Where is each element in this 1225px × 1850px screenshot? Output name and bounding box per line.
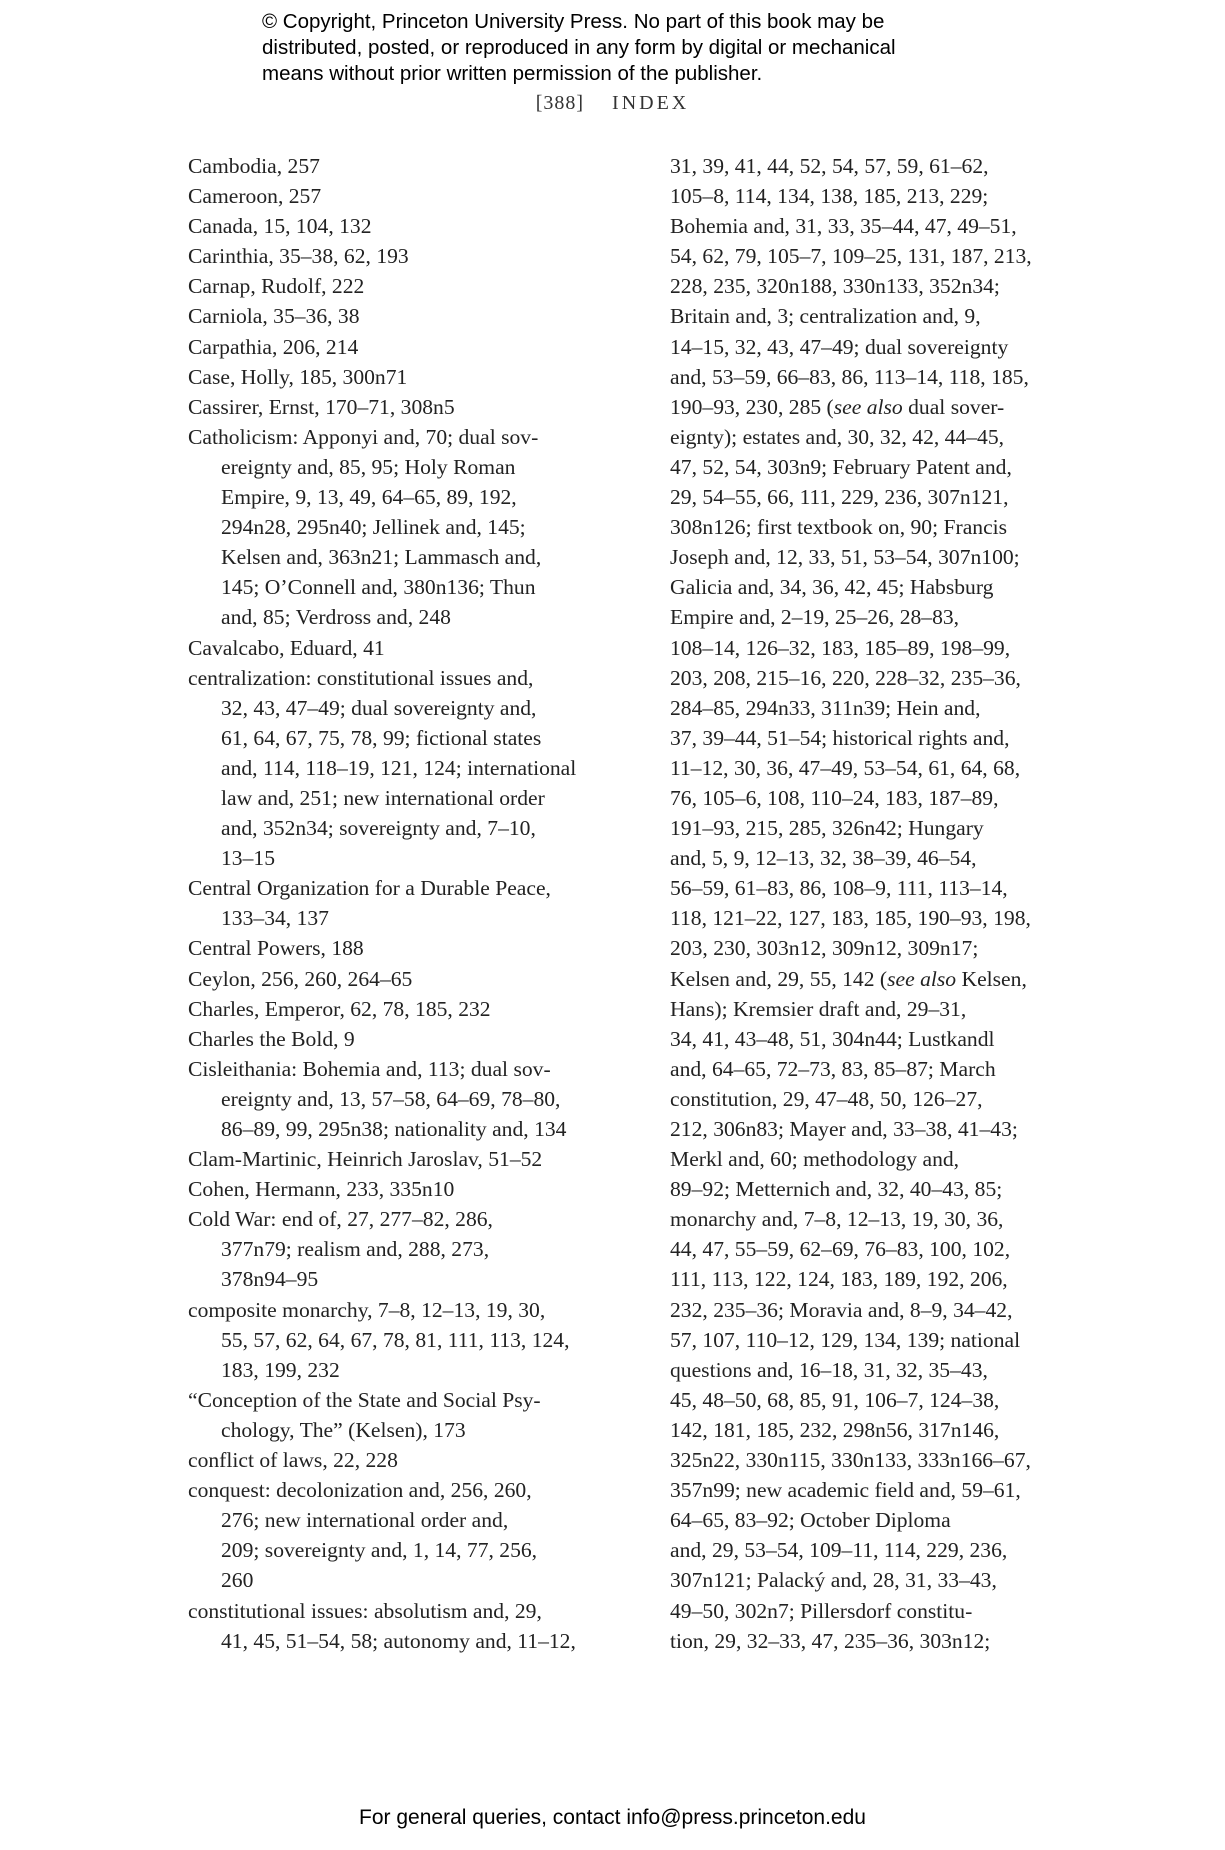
index-entry-line: Central Organization for a Durable Peace,: [188, 876, 551, 901]
index-entry-line: Carinthia, 35–38, 62, 193: [188, 244, 409, 269]
index-subentry-line: Empire and, 2–19, 25–26, 28–83,: [670, 605, 960, 630]
index-subentry-line: 108–14, 126–32, 183, 185–89, 198–99,: [670, 635, 1011, 660]
index-subentry-line: 34, 41, 43–48, 51, 304n44; Lustkandl: [670, 1026, 995, 1051]
index-entry-line: Central Powers, 188: [188, 936, 364, 961]
index-subentry-line: Kelsen and, 29, 55, 142 (see also Kelsen,: [670, 966, 1027, 991]
index-entry-line: composite monarchy, 7–8, 12–13, 19, 30,: [188, 1297, 546, 1322]
index-subentry-line: 183, 199, 232: [221, 1357, 340, 1382]
index-subentry-line: Hans); Kremsier draft and, 29–31,: [670, 996, 967, 1021]
index-subentry-line: 41, 45, 51–54, 58; autonomy and, 11–12,: [221, 1628, 576, 1653]
index-entry-line: Ceylon, 256, 260, 264–65: [188, 966, 413, 991]
index-subentry-line: 64–65, 83–92; October Diploma: [670, 1508, 951, 1533]
index-subentry-line: 49–50, 302n7; Pillersdorf constitu-: [670, 1598, 973, 1623]
copyright-line: © Copyright, Princeton University Press. No part of this book may be: [262, 10, 885, 33]
index-subentry-line: 232, 235–36; Moravia and, 8–9, 34–42,: [670, 1297, 1013, 1322]
index-subentry-line: questions and, 16–18, 31, 32, 35–43,: [670, 1357, 988, 1382]
index-subentry-line: 190–93, 230, 285 (see also dual sover-: [670, 394, 1005, 419]
index-subentry-line: 378n94–95: [221, 1267, 319, 1292]
see-also-reference: see also: [833, 394, 903, 419]
index-subentry-line: 32, 43, 47–49; dual sovereignty and,: [221, 695, 537, 720]
copyright-line: distributed, posted, or reproduced in any form by digital or mechanical: [262, 36, 896, 59]
index-subentry-line: 31, 39, 41, 44, 52, 54, 57, 59, 61–62,: [670, 154, 989, 178]
index-entry-line: centralization: constitutional issues and,: [188, 665, 534, 690]
index-entry-line: “Conception of the State and Social Psy-: [188, 1387, 541, 1412]
index-subentry-line: 37, 39–44, 51–54; historical rights and,: [670, 725, 1010, 750]
index-right-column: [670, 151, 1050, 1656]
index-subentry-line: 209; sovereignty and, 1, 14, 77, 256,: [221, 1538, 538, 1563]
index-subentry-line: and, 352n34; sovereignty and, 7–10,: [221, 816, 536, 841]
index-subentry-line: Kelsen and, 363n21; Lammasch and,: [221, 545, 542, 570]
copyright-notice: [262, 9, 1042, 87]
index-subentry-line: ereignty and, 13, 57–58, 64–69, 78–80,: [221, 1086, 561, 1111]
index-entry-line: conquest: decolonization and, 256, 260,: [188, 1478, 532, 1503]
index-entry-line: Catholicism: Apponyi and, 70; dual sov-: [188, 424, 539, 449]
footer-contact: For general queries, contact info@press.princeton.edu: [359, 1806, 866, 1829]
index-subentry-line: 118, 121–22, 127, 183, 185, 190–93, 198,: [670, 906, 1031, 931]
see-also-reference: see also: [887, 966, 957, 991]
index-subentry-line: 29, 54–55, 66, 111, 229, 236, 307n121,: [670, 485, 1009, 510]
page-number: [388]: [535, 92, 585, 114]
index-entry-line: Cisleithania: Bohemia and, 113; dual sov-: [188, 1056, 551, 1081]
index-subentry-line: Britain and, 3; centralization and, 9,: [670, 304, 981, 329]
index-subentry-line: 357n99; new academic field and, 59–61,: [670, 1478, 1021, 1503]
index-subentry-line: constitution, 29, 47–48, 50, 126–27,: [670, 1086, 983, 1111]
index-subentry-line: 76, 105–6, 108, 110–24, 183, 187–89,: [670, 785, 999, 810]
index-subentry-line: Joseph and, 12, 33, 51, 53–54, 307n100;: [670, 545, 1020, 570]
index-subentry-line: 13–15: [221, 846, 275, 871]
index-subentry-line: 212, 306n83; Mayer and, 33–38, 41–43;: [670, 1117, 1018, 1141]
index-subentry-line: 56–59, 61–83, 86, 108–9, 111, 113–14,: [670, 876, 1008, 901]
index-subentry-line: 45, 48–50, 68, 85, 91, 106–7, 124–38,: [670, 1387, 1000, 1412]
index-subentry-line: law and, 251; new international order: [221, 785, 545, 810]
index-entry-line: Carniola, 35–36, 38: [188, 304, 360, 329]
index-subentry-line: 54, 62, 79, 105–7, 109–25, 131, 187, 213,: [670, 244, 1032, 269]
index-subentry-line: 203, 208, 215–16, 220, 228–32, 235–36,: [670, 665, 1021, 690]
index-entry-line: Carnap, Rudolf, 222: [188, 274, 365, 299]
index-entry-line: Cambodia, 257: [188, 154, 320, 178]
index-subentry-line: Empire, 9, 13, 49, 64–65, 89, 192,: [221, 485, 517, 510]
index-subentry-line: Bohemia and, 31, 33, 35–44, 47, 49–51,: [670, 214, 1017, 239]
index-entry-line: Clam-Martinic, Heinrich Jaroslav, 51–52: [188, 1147, 543, 1172]
index-left-column: [188, 151, 598, 1656]
index-subentry-line: and, 114, 118–19, 121, 124; international: [221, 755, 577, 780]
index-subentry-line: 55, 57, 62, 64, 67, 78, 81, 111, 113, 124,: [221, 1327, 570, 1352]
index-subentry-line: chology, The” (Kelsen), 173: [221, 1417, 466, 1442]
index-subentry-line: 105–8, 114, 134, 138, 185, 213, 229;: [670, 184, 989, 209]
running-head: [0, 92, 1225, 115]
index-subentry-line: and, 64–65, 72–73, 83, 85–87; March: [670, 1056, 996, 1081]
index-subentry-line: 308n126; first textbook on, 90; Francis: [670, 515, 1008, 540]
index-subentry-line: ereignty and, 85, 95; Holy Roman: [221, 454, 516, 479]
index-subentry-line: 284–85, 294n33, 311n39; Hein and,: [670, 695, 981, 720]
index-entry-line: Charles, Emperor, 62, 78, 185, 232: [188, 996, 491, 1021]
index-entry-line: constitutional issues: absolutism and, 29,: [188, 1598, 542, 1623]
index-subentry-line: Galicia and, 34, 36, 42, 45; Habsburg: [670, 575, 994, 600]
index-entry-line: Cassirer, Ernst, 170–71, 308n5: [188, 394, 455, 419]
index-subentry-line: and, 29, 53–54, 109–11, 114, 229, 236,: [670, 1538, 1008, 1563]
index-subentry-line: 47, 52, 54, 303n9; February Patent and,: [670, 454, 1012, 479]
index-entry-line: Cameroon, 257: [188, 184, 322, 209]
index-entry-line: conflict of laws, 22, 228: [188, 1448, 398, 1473]
index-subentry-line: and, 85; Verdross and, 248: [221, 605, 451, 630]
index-entry-line: Charles the Bold, 9: [188, 1026, 355, 1051]
index-subentry-line: 294n28, 295n40; Jellinek and, 145;: [221, 515, 526, 540]
index-subentry-line: 89–92; Metternich and, 32, 40–43, 85;: [670, 1177, 1003, 1202]
index-entry-line: Carpathia, 206, 214: [188, 334, 359, 359]
index-subentry-line: and, 5, 9, 12–13, 32, 38–39, 46–54,: [670, 846, 977, 871]
index-subentry-line: 142, 181, 185, 232, 298n56, 317n146,: [670, 1417, 1000, 1442]
section-title: INDEX: [612, 92, 690, 114]
copyright-line: means without prior written permission of the publisher.: [262, 62, 763, 85]
index-subentry-line: 145; O’Connell and, 380n136; Thun: [221, 575, 536, 600]
index-subentry-line: 228, 235, 320n188, 330n133, 352n34;: [670, 274, 1000, 299]
index-entry-line: Cold War: end of, 27, 277–82, 286,: [188, 1207, 493, 1232]
index-subentry-line: Merkl and, 60; methodology and,: [670, 1147, 960, 1172]
index-subentry-line: tion, 29, 32–33, 47, 235–36, 303n12;: [670, 1628, 991, 1653]
index-subentry-line: 276; new international order and,: [221, 1508, 509, 1533]
index-entry-line: Cavalcabo, Eduard, 41: [188, 635, 385, 660]
index-subentry-line: 86–89, 99, 295n38; nationality and, 134: [221, 1117, 567, 1141]
index-entry-line: Cohen, Hermann, 233, 335n10: [188, 1177, 455, 1202]
index-subentry-line: 11–12, 30, 36, 47–49, 53–54, 61, 64, 68,: [670, 755, 1021, 780]
index-subentry-line: monarchy and, 7–8, 12–13, 19, 30, 36,: [670, 1207, 1004, 1232]
index-subentry-line: 203, 230, 303n12, 309n12, 309n17;: [670, 936, 979, 961]
index-subentry-line: 377n79; realism and, 288, 273,: [221, 1237, 490, 1262]
index-entry-line: Case, Holly, 185, 300n71: [188, 364, 408, 389]
index-subentry-line: 191–93, 215, 285, 326n42; Hungary: [670, 816, 984, 841]
index-subentry-line: 325n22, 330n115, 330n133, 333n166–67,: [670, 1448, 1031, 1473]
index-subentry-line: and, 53–59, 66–83, 86, 113–14, 118, 185,: [670, 364, 1029, 389]
index-subentry-line: 57, 107, 110–12, 129, 134, 139; national: [670, 1327, 1021, 1352]
index-subentry-line: eignty); estates and, 30, 32, 42, 44–45,: [670, 424, 1005, 449]
index-subentry-line: 44, 47, 55–59, 62–69, 76–83, 100, 102,: [670, 1237, 1011, 1262]
index-subentry-line: 307n121; Palacký and, 28, 31, 33–43,: [670, 1568, 997, 1593]
index-subentry-line: 61, 64, 67, 75, 78, 99; fictional states: [221, 725, 542, 750]
index-subentry-line: 111, 113, 122, 124, 183, 189, 192, 206,: [670, 1267, 1008, 1292]
index-entry-line: Canada, 15, 104, 132: [188, 214, 372, 239]
index-subentry-line: 133–34, 137: [221, 906, 329, 931]
index-subentry-line: 14–15, 32, 43, 47–49; dual sovereignty: [670, 334, 1009, 359]
index-subentry-line: 260: [221, 1568, 254, 1593]
